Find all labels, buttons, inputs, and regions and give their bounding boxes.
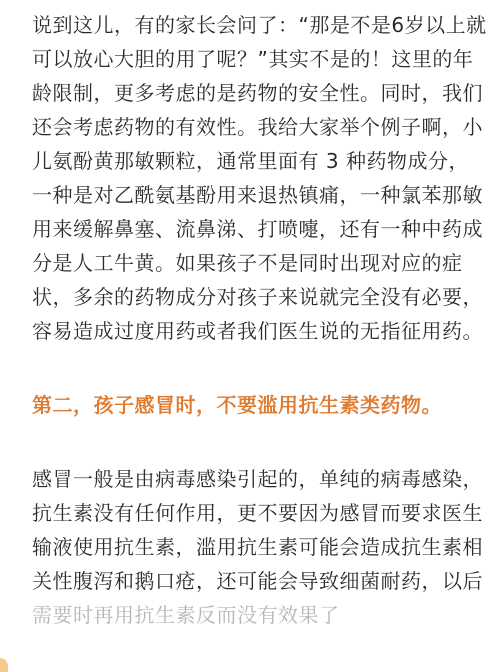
text-line: 说到这儿，有的家长会问了：“那是不是6岁以上就 [32,13,487,37]
text-line: 抗生素没有任何作用，更不要因为感冒而要求医生 [32,501,483,525]
text-line: 状，多余的药物成分对孩子来说就完全没有必要， [32,285,483,309]
text-line: 输液使用抗生素，滥用抗生素可能会造成抗生素相 [32,535,483,559]
paragraph-antibiotics [32,462,483,632]
text-line: 感冒一般是由病毒感染引起的，单纯的病毒感染， [32,467,483,491]
text-line: 儿氨酚黄那敏颗粒，通常里面有 3 种药物成分， [32,149,469,173]
text-line: 用来缓解鼻塞、流鼻涕、打喷嚏，还有一种中药成 [32,217,483,241]
text-line: 还会考虑药物的有效性。我给大家举个例子啊，小 [32,115,483,139]
text-line: 关性腹泻和鹅口疮，还可能会导致细菌耐药，以后 [32,569,483,593]
paragraph-age-limit [32,0,487,348]
text-line: 一种是对乙酰氨基酚用来退热镇痛，一种氯苯那敏 [32,183,483,207]
text-line: 分是人工牛黄。如果孩子不是同时出现对应的症 [32,251,463,275]
text-line: 龄限制，更多考虑的是药物的安全性。同时，我们 [32,81,483,105]
text-line: 可以放心大胆的用了呢？”其实不是的！这里的年 [32,47,474,71]
text-line-faded: 需要时再用抗生素反而没有效果了 [32,603,340,627]
edge-decoration [0,658,8,672]
text-line: 容易造成过度用药或者我们医生说的无指征用药。 [32,319,483,343]
article-body [32,0,487,632]
section-heading: 第二，孩子感冒时，不要滥用抗生素类药物。 [32,393,442,417]
